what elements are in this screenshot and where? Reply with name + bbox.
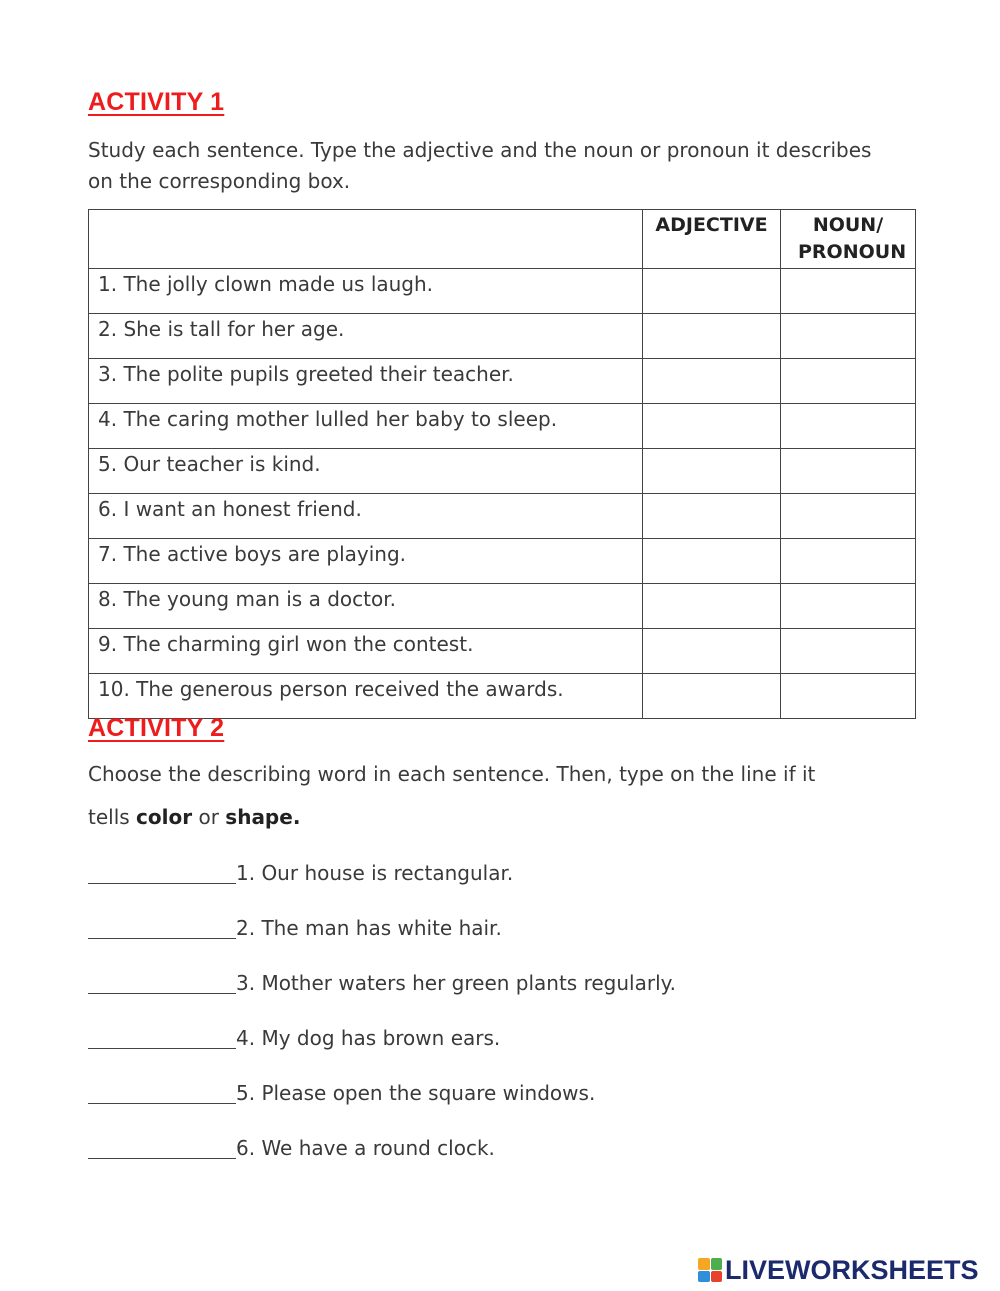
answer-blank[interactable] (88, 1081, 236, 1104)
noun-answer-box[interactable] (781, 584, 916, 629)
answer-blank[interactable] (88, 971, 236, 994)
header-noun-pronoun-label: NOUN/ PRONOUN (798, 214, 907, 263)
adjective-answer-box[interactable] (643, 269, 781, 314)
activity-2-item (88, 967, 676, 997)
activity-2-heading: ACTIVITY 2 (88, 714, 225, 742)
sentence-cell: 1. The jolly clown made us laugh. (89, 269, 643, 314)
sentence-cell: 9. The charming girl won the contest. (89, 629, 643, 674)
sentence-cell: 4. The caring mother lulled her baby to sleep. (89, 404, 643, 449)
item-text: 2. The man has white hair. (236, 916, 502, 940)
table-row (89, 359, 916, 404)
noun-answer-box[interactable] (781, 674, 916, 719)
table-row (89, 674, 916, 719)
sentence-cell: 6. I want an honest friend. (89, 494, 643, 539)
item-text: 3. Mother waters her green plants regularly. (236, 971, 676, 995)
noun-answer-box[interactable] (781, 269, 916, 314)
table-row (89, 449, 916, 494)
table-row (89, 584, 916, 629)
item-text: 1. Our house is rectangular. (236, 861, 514, 885)
sentence-cell: 5. Our teacher is kind. (89, 449, 643, 494)
logo-block (711, 1271, 723, 1283)
noun-answer-box[interactable] (781, 629, 916, 674)
answer-blank[interactable] (88, 916, 236, 939)
noun-answer-box[interactable] (781, 314, 916, 359)
logo-block (698, 1271, 710, 1283)
header-noun-pronoun (781, 210, 916, 269)
adjective-answer-box[interactable] (643, 359, 781, 404)
logo-block (711, 1258, 723, 1270)
table-row (89, 314, 916, 359)
item-text: 4. My dog has brown ears. (236, 1026, 501, 1050)
adjective-answer-box[interactable] (643, 584, 781, 629)
activity-2-item (88, 1022, 500, 1052)
answer-blank[interactable] (88, 1136, 236, 1159)
sentence-cell: 8. The young man is a doctor. (89, 584, 643, 629)
table-header-row (89, 210, 916, 269)
adjective-answer-box[interactable] (643, 539, 781, 584)
noun-answer-box[interactable] (781, 359, 916, 404)
adjective-answer-box[interactable] (643, 674, 781, 719)
table-row (89, 404, 916, 449)
activity-1-heading: ACTIVITY 1 (88, 88, 225, 116)
adjective-answer-box[interactable] (643, 629, 781, 674)
item-text: 6. We have a round clock. (236, 1136, 495, 1160)
activity-2-instructions-line2 (88, 802, 888, 833)
answer-blank[interactable] (88, 861, 236, 884)
table-body (89, 269, 916, 719)
adjective-answer-box[interactable] (643, 314, 781, 359)
table-row (89, 269, 916, 314)
liveworksheets-logo (698, 1255, 979, 1285)
activity-2-item (88, 912, 502, 942)
adjective-answer-box[interactable] (643, 494, 781, 539)
item-text: 5. Please open the square windows. (236, 1081, 596, 1105)
noun-answer-box[interactable] (781, 494, 916, 539)
instructions-mid: or (192, 805, 226, 829)
activity-1-instructions: Study each sentence. Type the adjective and the noun or pronoun it describes on the corresponding box. (88, 138, 872, 193)
noun-answer-box[interactable] (781, 539, 916, 584)
sentence-cell: 3. The polite pupils greeted their teacher. (89, 359, 643, 404)
noun-answer-box[interactable] (781, 449, 916, 494)
answer-blank[interactable] (88, 1026, 236, 1049)
activity-2-instructions-line1: Choose the describing word in each sentence. Then, type on the line if it (88, 762, 816, 786)
logo-text: LIVEWORKSHEETS (725, 1254, 979, 1285)
header-adjective: ADJECTIVE (643, 210, 781, 269)
keyword-shape: shape. (225, 805, 301, 829)
logo-block (698, 1258, 710, 1270)
adjective-answer-box[interactable] (643, 404, 781, 449)
noun-answer-box[interactable] (781, 404, 916, 449)
sentence-cell: 10. The generous person received the awards. (89, 674, 643, 719)
activity-2-item (88, 857, 513, 887)
activity-1-table (88, 209, 916, 719)
instructions-prefix: tells (88, 805, 137, 829)
sentence-cell: 2. She is tall for her age. (89, 314, 643, 359)
sentence-cell: 7. The active boys are playing. (89, 539, 643, 584)
adjective-answer-box[interactable] (643, 449, 781, 494)
header-sentence (89, 210, 643, 269)
table-row (89, 629, 916, 674)
table-row (89, 494, 916, 539)
keyword-color: color (136, 805, 193, 829)
table-row (89, 539, 916, 584)
activity-2-item (88, 1077, 595, 1107)
logo-blocks-icon (698, 1258, 722, 1282)
activity-2-item (88, 1132, 495, 1162)
